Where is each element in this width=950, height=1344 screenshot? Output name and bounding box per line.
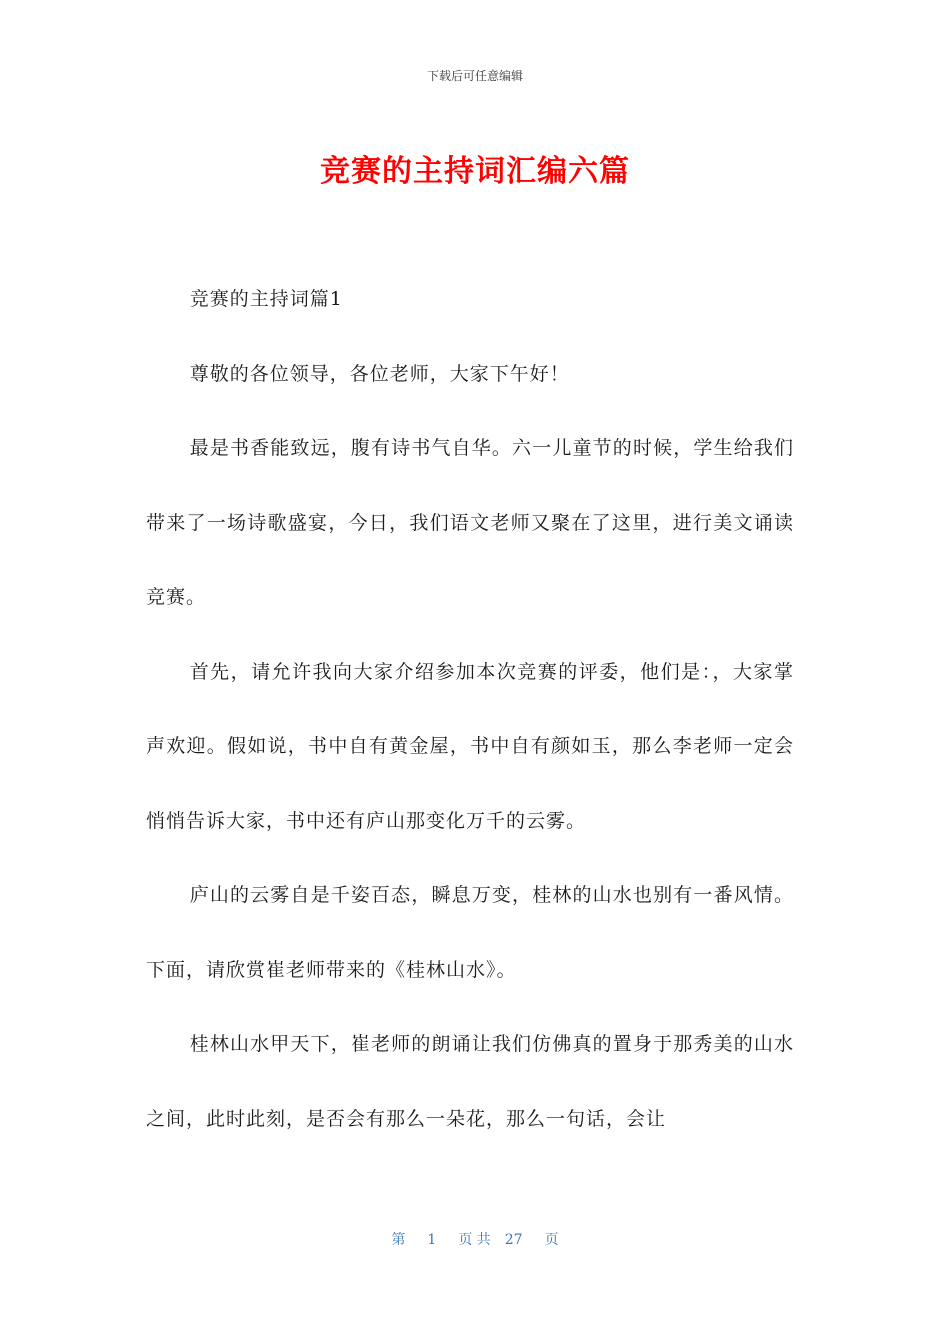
footer-suffix: 页 xyxy=(544,1232,559,1248)
paragraph: 首先，请允许我向大家介绍参加本次竞赛的评委，他们是：，大家掌声欢迎。假如说，书中自有黄金屋，书中自有颜如玉，那么李老师一定会悄悄告诉大家，书中还有庐山那变化万千的云雾。 xyxy=(146,660,794,832)
paragraph: 最是书香能致远，腹有诗书气自华。六一儿童节的时候，学生给我们带来了一场诗歌盛宴，今日，我们语文老师又聚在了这里，进行美文诵读竞赛。 xyxy=(146,437,794,608)
paragraph: 桂林山水甲天下，崔老师的朗诵让我们仿佛真的置身于那秀美的山水之间，此时此刻，是否会有那么一朵花，那么一句话，会让 xyxy=(146,1033,794,1130)
footer-total-pages: 27 xyxy=(504,1232,523,1248)
document-body xyxy=(146,262,794,1156)
footer-page-number: 1 xyxy=(427,1232,437,1248)
header-note: 下载后可任意编辑 xyxy=(426,69,523,83)
page-footer xyxy=(0,1229,950,1249)
footer-middle: 页 共 xyxy=(458,1232,491,1248)
paragraph: 庐山的云雾自是千姿百态，瞬息万变，桂林的山水也别有一番风情。下面，请欣赏崔老师带来的《桂林山水》。 xyxy=(146,884,794,981)
document-title: 竞赛的主持词汇编六篇 xyxy=(320,154,630,189)
paragraph: 尊敬的各位领导，各位老师，大家下午好！ xyxy=(189,362,570,385)
footer-prefix: 第 xyxy=(391,1232,406,1248)
paragraph: 竞赛的主持词篇1 xyxy=(189,288,343,310)
